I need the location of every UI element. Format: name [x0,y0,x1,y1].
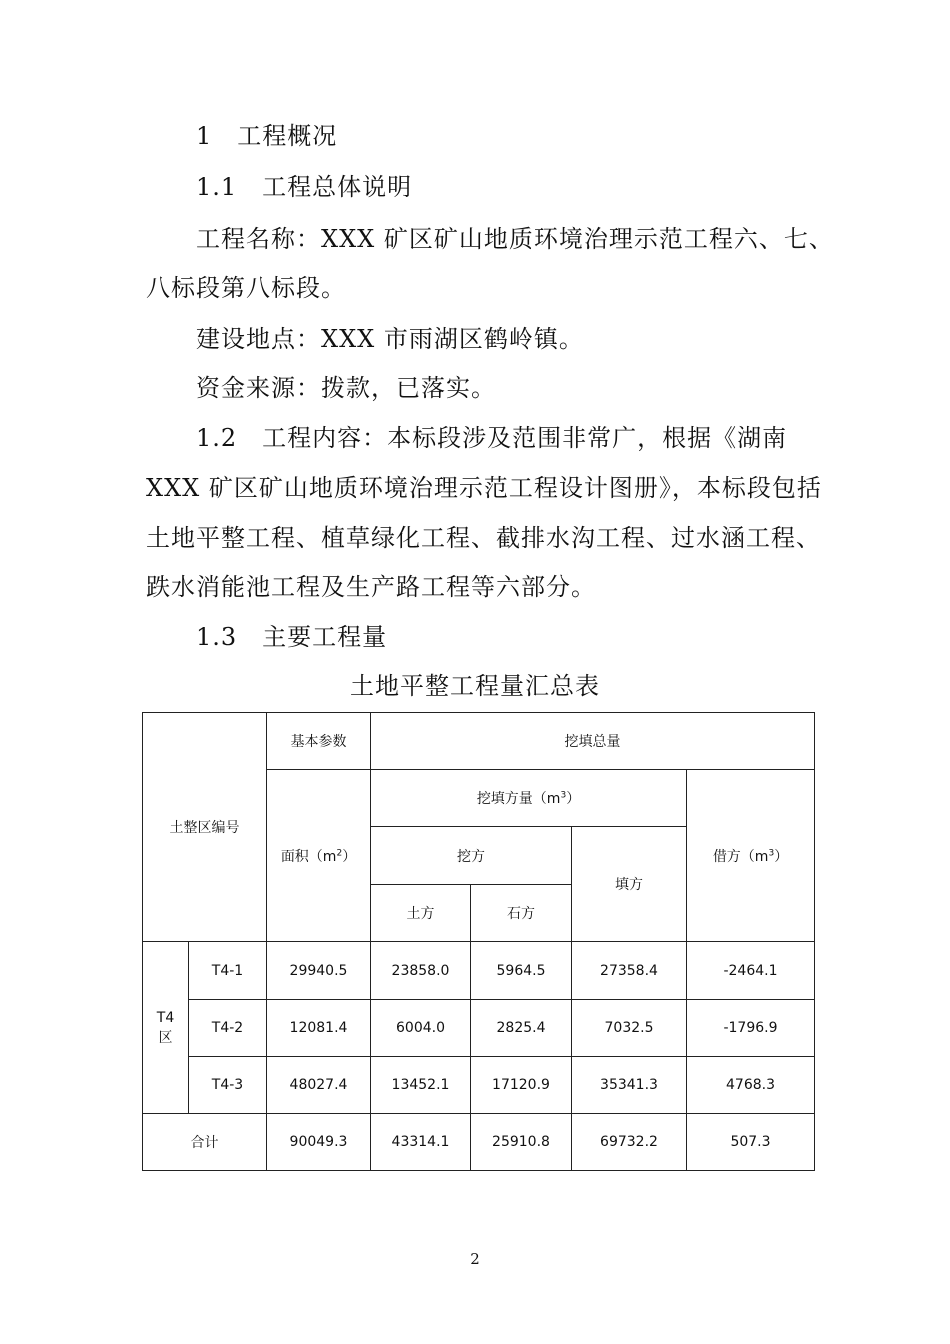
header-basic-params: 基本参数 [267,713,371,770]
row-id: T4-2 [189,1000,267,1057]
section-heading-1: 1 工程概况 [196,122,338,150]
cell-earth: 6004.0 [371,1000,471,1057]
cell-stone: 5964.5 [471,942,572,1000]
table-row [143,942,815,1000]
cell-fill: 27358.4 [572,942,687,1000]
total-stone: 25910.8 [471,1114,572,1171]
content-line-4: 跌水消能池工程及生产路工程等六部分。 [146,573,596,601]
cell-fill: 7032.5 [572,1000,687,1057]
cell-area: 29940.5 [267,942,371,1000]
header-earth: 土方 [371,885,471,942]
total-fill: 69732.2 [572,1114,687,1171]
header-borrow: 借方$(m^3)$ [687,770,815,942]
content-line-3: 土地平整工程、植草绿化工程、截排水沟工程、过水涵工程、 [146,524,821,552]
header-zone-id: 土整区编号 [143,713,267,942]
cell-area: 12081.4 [267,1000,371,1057]
header-fill: 填方 [572,827,687,942]
section-heading-1-3: 1.3 主要工程量 [196,623,388,651]
table-title: 土地平整工程量汇总表 [350,672,600,700]
total-borrow: 507.3 [687,1114,815,1171]
table-row [143,1057,815,1114]
header-stone: 石方 [471,885,572,942]
cell-stone: 17120.9 [471,1057,572,1114]
total-label: 合计 [143,1114,267,1171]
cell-area: 48027.4 [267,1057,371,1114]
content-line-1: 1.2 工程内容：本标段涉及范围非常广，根据《湖南 [196,424,788,452]
cell-earth: 23858.0 [371,942,471,1000]
content-line-2: XXX 矿区矿山地质环境治理示范工程设计图册》，本标段包括 [146,474,822,502]
group-label: T4 区 [143,942,189,1114]
header-total: 挖填总量 [371,713,815,770]
construction-site: 建设地点：XXX 市雨湖区鹤岭镇。 [196,325,584,353]
cell-stone: 2825.4 [471,1000,572,1057]
row-id: T4-3 [189,1057,267,1114]
total-row [143,1114,815,1171]
cell-earth: 13452.1 [371,1057,471,1114]
cell-fill: 35341.3 [572,1057,687,1114]
table-row [143,1000,815,1057]
project-name-line-2: 八标段第八标段。 [146,274,346,302]
total-area: 90049.3 [267,1114,371,1171]
page-number: 2 [470,1250,480,1268]
land-leveling-summary-table [142,712,815,1171]
header-area: 面积$(m^2)$ [267,770,371,942]
header-cut: 挖方 [371,827,572,885]
section-heading-1-1: 1.1 工程总体说明 [196,173,413,201]
row-id: T4-1 [189,942,267,1000]
cell-borrow: -1796.9 [687,1000,815,1057]
cell-borrow: 4768.3 [687,1057,815,1114]
project-name-line-1: 工程名称：XXX 矿区矿山地质环境治理示范工程六、七、 [196,225,834,253]
header-cut-fill: 挖填方量$(m^3)$ [371,770,687,827]
total-earth: 43314.1 [371,1114,471,1171]
cell-borrow: -2464.1 [687,942,815,1000]
funding-source: 资金来源：拨款，已落实。 [196,374,496,402]
